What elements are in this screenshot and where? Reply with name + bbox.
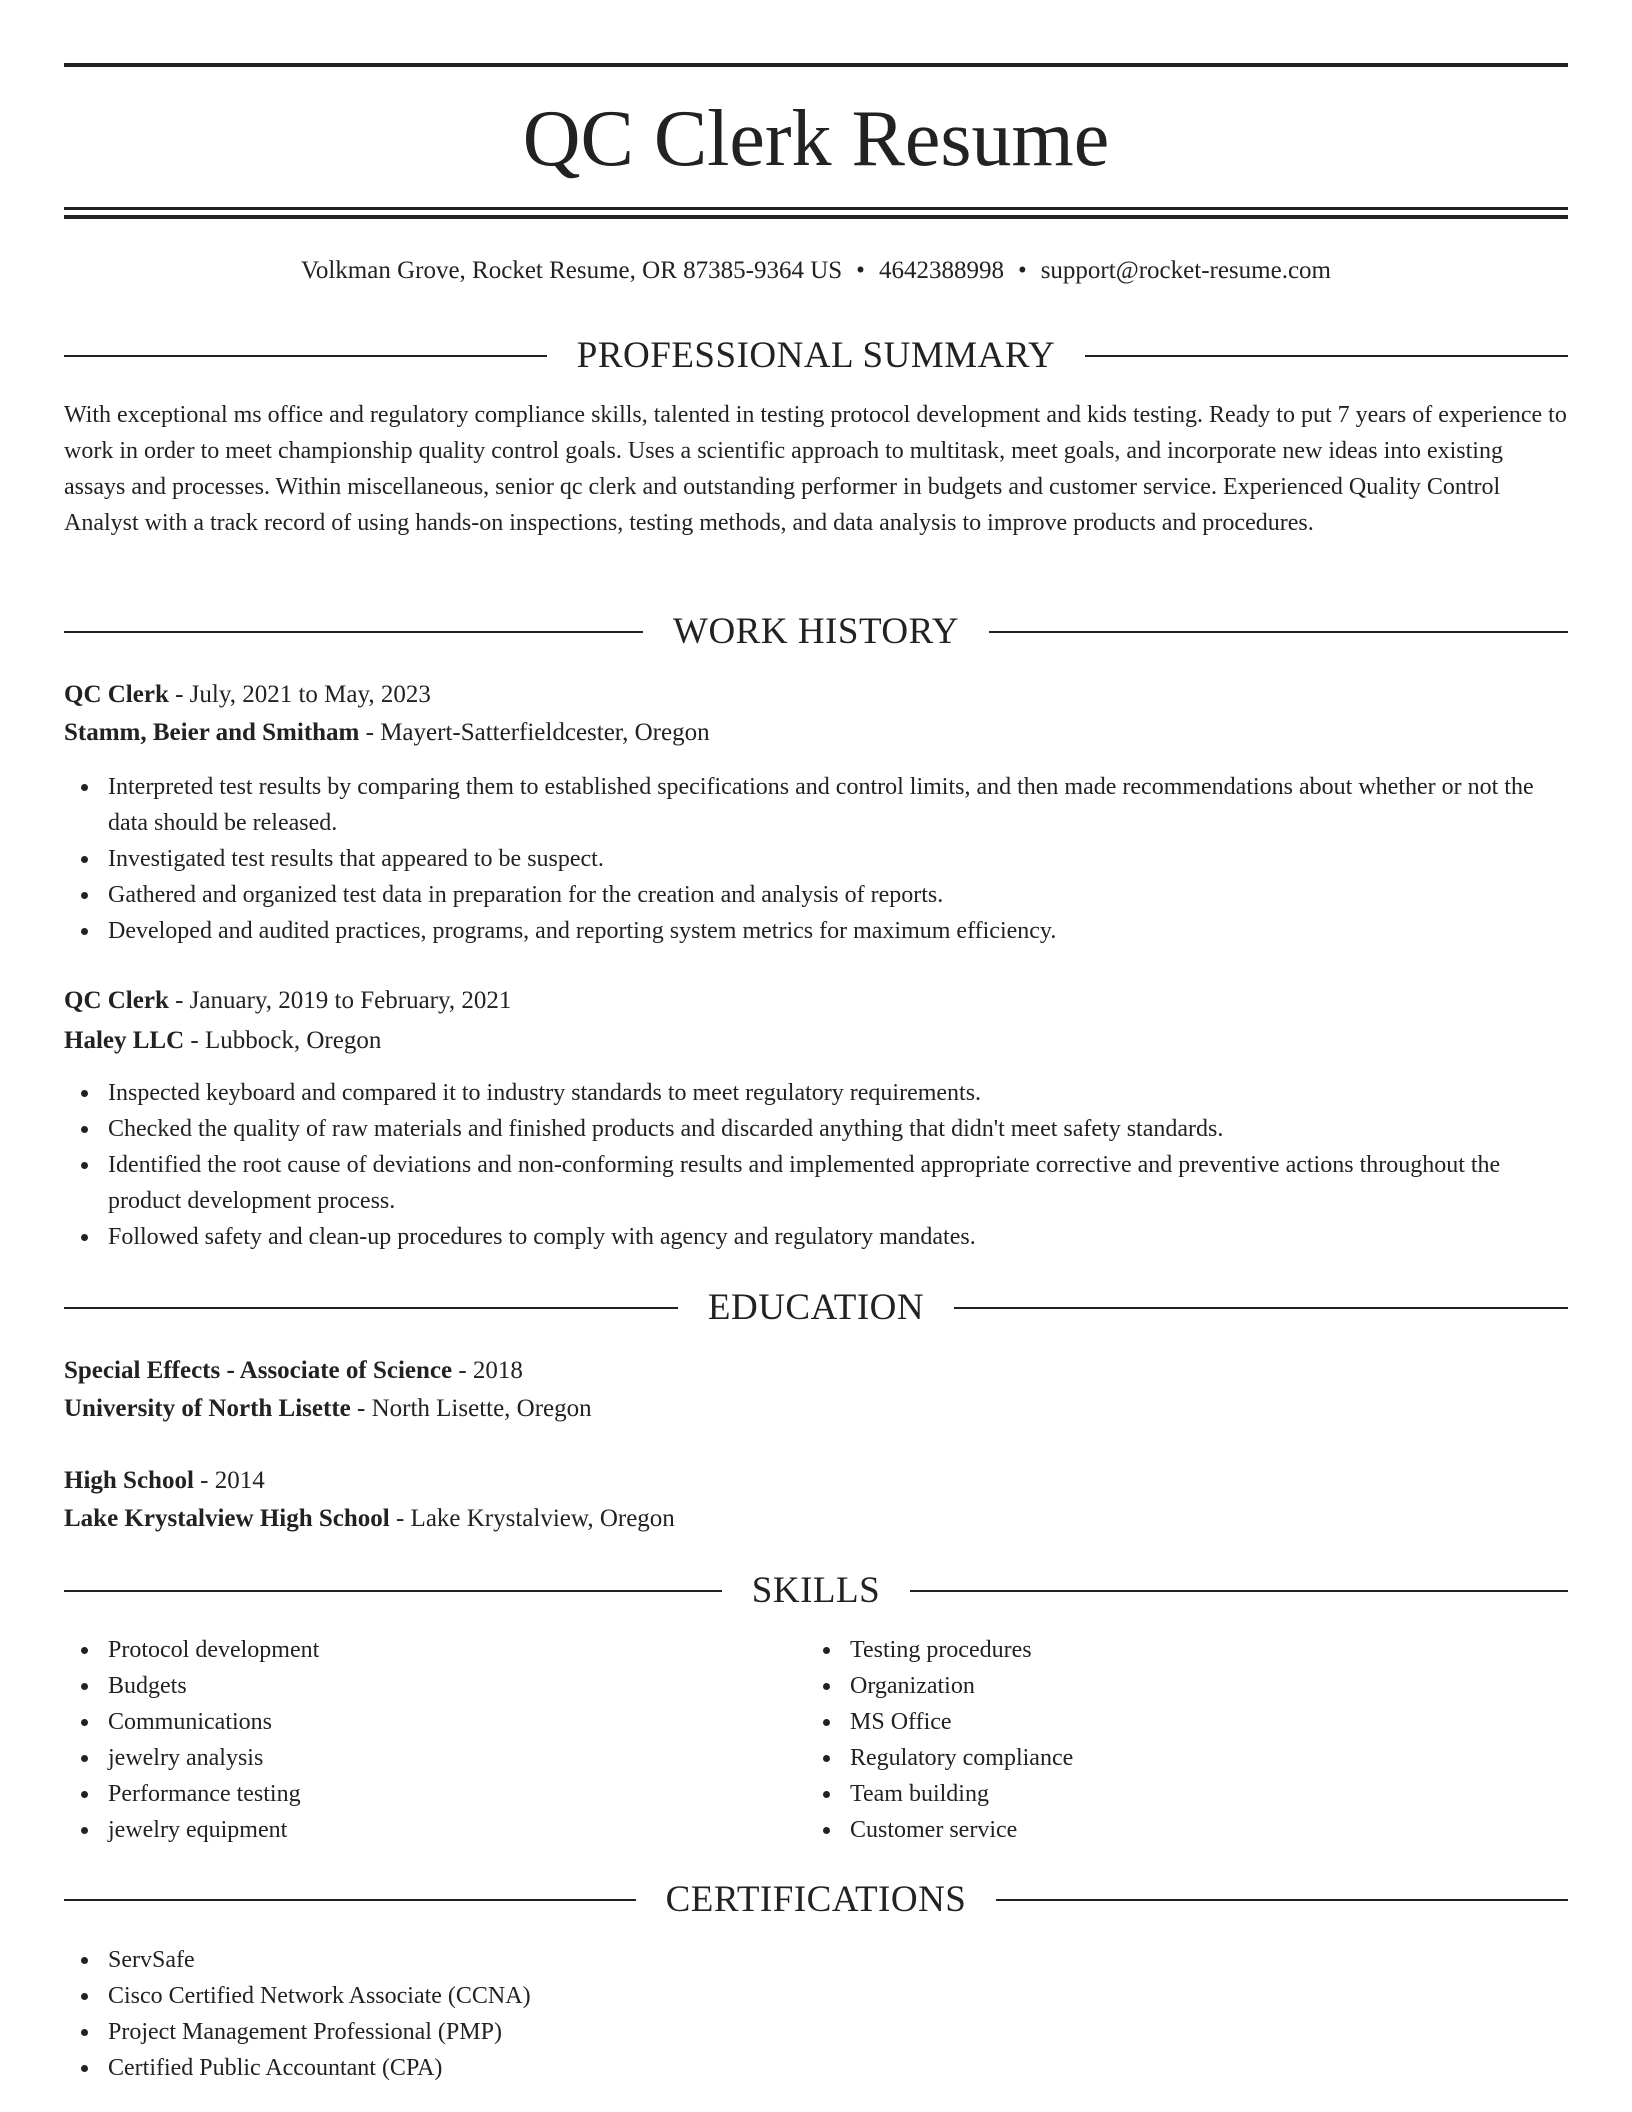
edu-2-school-line	[64, 1501, 675, 1537]
skill-item: Budgets	[64, 1668, 764, 1704]
certification-item: Certified Public Accountant (CPA)	[64, 2050, 1568, 2086]
edu-location: - Lake Krystalview, Oregon	[389, 1505, 675, 1532]
job-company: Stamm, Beier and Smitham	[64, 719, 360, 746]
edu-degree: High School	[64, 1467, 194, 1494]
summary-text: With exceptional ms office and regulatory compliance skills, talented in testing protocol development and kids testing. Ready to put 7 years of experience to work in order to meet championship quality control goals. Uses a scientific approach to multitask, meet goals, and incorporate new ideas into existing assays and processes. Within miscellaneous, senior qc clerk and outstanding performer in budgets and customer service. Experienced Quality Control Analyst with a track record of using hands-on inspections, testing methods, and data analysis to improve products and procedures.	[64, 402, 1567, 536]
top-rule	[64, 63, 1568, 67]
contact-line	[64, 254, 1568, 288]
job-2-company-line	[64, 1023, 381, 1059]
edu-1-school-line	[64, 1391, 592, 1427]
skill-item: Organization	[806, 1668, 1506, 1704]
skill-item: Communications	[64, 1704, 764, 1740]
skill-item: jewelry analysis	[64, 1740, 764, 1776]
contact-separator: •	[856, 257, 865, 284]
contact-separator: •	[1017, 257, 1027, 284]
edu-location: - North Lisette, Oregon	[350, 1395, 592, 1422]
job-dates: - July, 2021 to May, 2023	[168, 681, 431, 708]
skill-item: Customer service	[806, 1812, 1506, 1848]
job-location: - Lubbock, Oregon	[184, 1027, 382, 1054]
job-title: QC Clerk	[64, 987, 169, 1014]
list-item: Interpreted test results by comparing them to established specifications and control limits, and then made recommendations about whether or not the data should be released.	[64, 769, 1568, 841]
edu-2-degree-line	[64, 1463, 265, 1499]
certification-item: Cisco Certified Network Associate (CCNA)	[64, 1978, 1568, 2014]
list-item: Investigated test results that appeared to be suspect.	[64, 841, 1568, 877]
job-2-bullets	[64, 1075, 1568, 1255]
edu-year: - 2014	[193, 1467, 265, 1494]
job-1-company-line	[64, 715, 710, 751]
skills-heading-text: SKILLS	[722, 1570, 910, 1611]
job-2-title-line	[64, 983, 511, 1019]
certifications-heading	[64, 1878, 1568, 1922]
skill-item: Regulatory compliance	[806, 1740, 1506, 1776]
education-heading	[64, 1286, 1568, 1330]
job-1-bullets	[64, 769, 1568, 949]
work-heading	[64, 610, 1568, 654]
resume-title: QC Clerk Resume	[522, 95, 1110, 183]
skill-item: jewelry equipment	[64, 1812, 764, 1848]
certification-item: ServSafe	[64, 1942, 1568, 1978]
list-item: Inspected keyboard and compared it to industry standards to meet regulatory requirements.	[64, 1075, 1568, 1111]
list-item: Followed safety and clean-up procedures to comply with agency and regulatory mandates.	[64, 1219, 1568, 1255]
list-item: Identified the root cause of deviations and non-conforming results and implemented appropriate corrective and preventive actions throughout the product development process.	[64, 1147, 1568, 1219]
job-company: Haley LLC	[64, 1027, 185, 1054]
skills-heading	[64, 1569, 1568, 1613]
skills-list-right	[806, 1632, 1506, 1848]
edu-school: University of North Lisette	[64, 1395, 351, 1422]
certifications-list	[64, 1942, 1568, 2086]
title-rule-lower	[64, 215, 1568, 219]
job-title: QC Clerk	[64, 681, 169, 708]
skill-item: MS Office	[806, 1704, 1506, 1740]
summary-heading-text: PROFESSIONAL SUMMARY	[547, 335, 1085, 376]
summary-heading	[64, 334, 1568, 378]
list-item: Gathered and organized test data in preparation for the creation and analysis of reports.	[64, 877, 1568, 913]
contact-phone: 4642388998	[878, 257, 1004, 284]
skill-item: Protocol development	[64, 1632, 764, 1668]
contact-email: support@rocket-resume.com	[1040, 257, 1331, 284]
skill-item: Testing procedures	[806, 1632, 1506, 1668]
work-heading-text: WORK HISTORY	[643, 611, 989, 652]
edu-school: Lake Krystalview High School	[64, 1505, 390, 1532]
job-location: - Mayert-Satterfieldcester, Oregon	[359, 719, 710, 746]
edu-1-degree-line	[64, 1353, 523, 1389]
certifications-heading-text: CERTIFICATIONS	[636, 1879, 997, 1920]
contact-address: Volkman Grove, Rocket Resume, OR 87385-9364 US	[301, 257, 843, 284]
education-heading-text: EDUCATION	[678, 1287, 954, 1328]
skill-item: Performance testing	[64, 1776, 764, 1812]
job-dates: - January, 2019 to February, 2021	[168, 987, 512, 1014]
edu-year: - 2018	[452, 1357, 523, 1384]
skills-list-left	[64, 1632, 764, 1848]
certification-item: Project Management Professional (PMP)	[64, 2014, 1568, 2050]
edu-degree: Special Effects - Associate of Science	[64, 1357, 453, 1384]
list-item: Checked the quality of raw materials and finished products and discarded anything that didn't meet safety standards.	[64, 1111, 1568, 1147]
job-1-title-line	[64, 677, 431, 713]
skill-item: Team building	[806, 1776, 1506, 1812]
list-item: Developed and audited practices, programs, and reporting system metrics for maximum efficiency.	[64, 913, 1568, 949]
title-rule-upper	[64, 207, 1568, 210]
